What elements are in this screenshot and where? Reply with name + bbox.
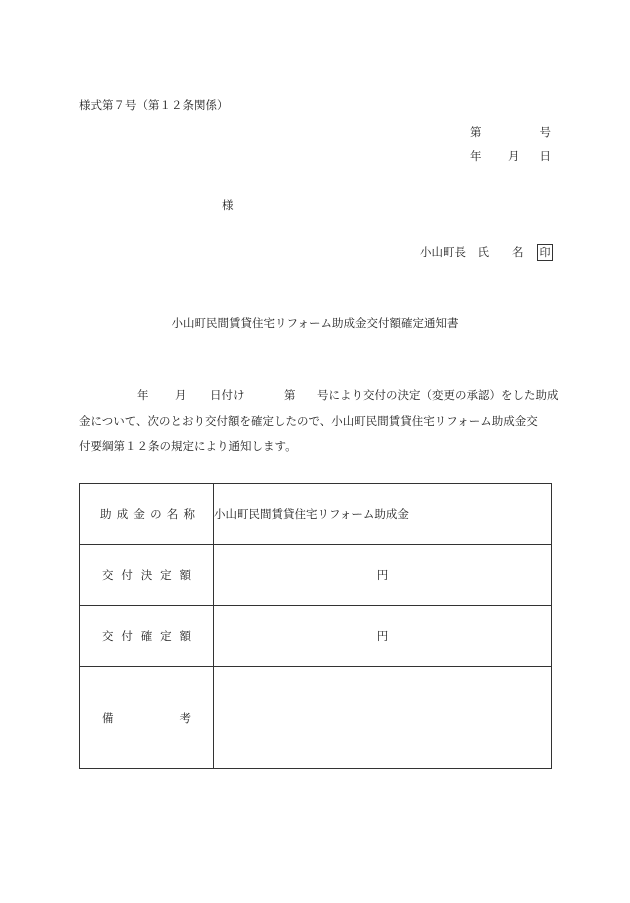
body-number-prefix: 第: [284, 388, 296, 402]
document-title: 小山町民間賃貸住宅リフォーム助成金交付額確定通知書: [171, 316, 459, 330]
decided-amount-label: 交 付 決 定 額: [102, 568, 191, 582]
body-month: 月: [175, 388, 187, 402]
body-year: 年: [137, 388, 149, 402]
remarks-value: [214, 667, 552, 769]
table-row: [80, 484, 552, 545]
table-row: [80, 606, 552, 667]
table-row: [80, 667, 552, 769]
body-day-attached: 日付け: [210, 388, 245, 402]
addressee-honorific: 様: [222, 198, 234, 212]
grant-name-label-cell: [80, 484, 214, 545]
confirmed-amount-label-cell: [80, 606, 214, 667]
body-line-3: 付要綱第１２条の規定により通知します。: [79, 439, 297, 453]
seal-stamp-box: 印: [537, 244, 553, 261]
remarks-label-cell: [80, 667, 214, 769]
form-number-label: 様式第７号（第１２条関係）: [79, 98, 229, 112]
number-suffix: 号: [539, 125, 551, 139]
remarks-label: 備 考: [102, 710, 191, 725]
grant-name-value: 小山町民間賃貸住宅リフォーム助成金: [214, 484, 552, 545]
decided-amount-value: 円: [214, 545, 552, 606]
confirmed-amount-label: 交 付 確 定 額: [102, 629, 191, 643]
grant-name-label: 助 成 金 の 名 称: [100, 507, 195, 521]
date-month: 月: [508, 149, 520, 163]
table-row: [80, 545, 552, 606]
number-prefix: 第: [470, 125, 482, 139]
date-year: 年: [470, 149, 482, 163]
issuer-name-line: 小山町長 氏 名: [420, 245, 524, 259]
body-line-2: 金について、次のとおり交付額を確定したので、小山町民間賃貸住宅リフォーム助成金交: [79, 414, 538, 428]
date-day: 日: [539, 149, 551, 163]
grant-details-table: [79, 483, 552, 769]
document-date-line: [470, 151, 551, 163]
confirmed-amount-value: 円: [214, 606, 552, 667]
document-number-line: [470, 127, 551, 139]
decided-amount-label-cell: [80, 545, 214, 606]
body-line1-rest: 号により交付の決定（変更の承認）をした助成: [317, 388, 559, 402]
